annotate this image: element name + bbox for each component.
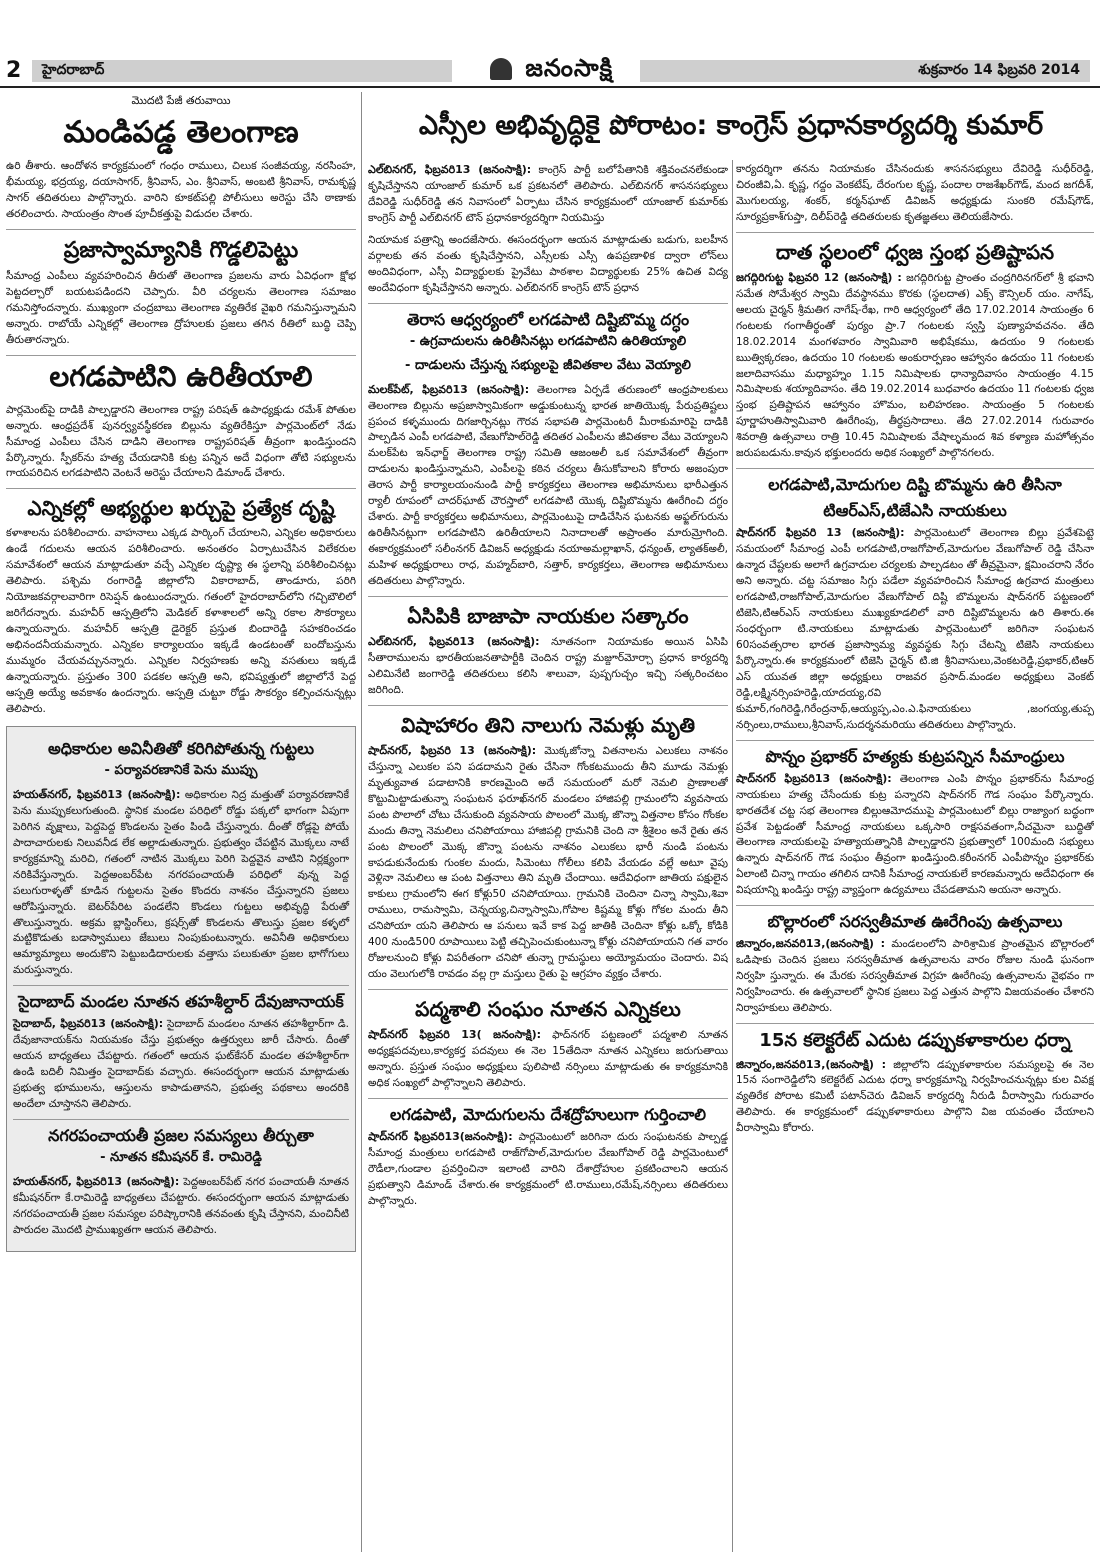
article-body: కళాశాలను పరిశీలించారు. వాహనాలు ఎక్కడ పార్కింగ్ చేయాలని, ఎన్నికల అధికారులు ఉండే గదులను ఆయన పరిశీలించారు. అనంతరం ఏర్పాటుచేసిన విలేకరుల సమావేశంలో ఆయన మాట్లాడుతూ వచ్చే ఎన్నికల దృష్ట్యా ఈ స్థలాన్ని పరిశీలించినట్లు తెలిపారు. పశ్చిమ రంగారెడ్డి జిల్లాలోని వికారాబాద్, తాండూరు, పరిగి నియోజకవర్గాలవారిగా రిసెప్షన్ ఉంటుందన్నారు. గతంలో హైదరాబాద్‌లోని గచ్చిబౌలిలో జరిగేదన్నారు. మహవీర్ ఆస్పత్రిలోని మెడికల్ కళాశాలలో అన్ని రకాల సౌకర్యాలు ఉన్నాయన్నారు. మహవీర్ ఆస్పత్రి డైరెక్టర్ ప్రస్తుత బిందారెడ్డి సహకరించడం అభినందనీయమన్నారు. ఎన్నికల కార్యాలయం ఇక్కడే ఉండటంతో బందోబస్తును ముమ్మరం చేయవచ్చునన్నారు. ఎన్నికల నిర్వహణకు అన్ని వసతులు ఇక్కడే ఉన్నాయన్నారు. ప్రస్తుతం 300 పడకల ఆస్పత్రి అని, భవిష్యత్తులో జిల్లాలోనే పెద్ద ఆస్పత్రి అయ్యే అవకాశం ఉందన్నారు. ఆస్పత్రి చుట్టూ రోడ్డు సౌకర్యం కల్పించనున్నట్లు తెలిపారు. (6, 527, 356, 715)
section-divider (736, 740, 1094, 741)
article-text: జగద్గిరిగుట్ట ప్రాంతం చంద్రగిరినగర్‌లో శ్రీ భవాని సమేత సోమేశ్వర స్వామి దేవస్థానము కొరకు (స్థలదాత) ఎక్స్ కౌన్సిలర్ యం. నాగేష్, ఆలయ చైర్మన్ శ్రీమతిగ నాగేష్-రేఖ, గారి ఆధ్వర్యంలో తేది 17.02.2014 సాయంత్రం 6 గంటలకు గంగాతీర్థంతో పుర్యం ప్రా.7 గంటలకు స్వస్తి పుణ్యాహవచనం. తేది 18.02.2014 మంగళవారం స్వామివారి అభిషేకము, ఉదయం 9 గంటలకు ఋత్విక్కరణం, ఉదయం 10 గంటలకు అంకురార్పణం ఆహ్వానం ఉదయం 11 గంటలకు జలాదివాసము మధ్యాహ్నం 1.15 నిమిషాలకు ధాన్యాదివాసం సాయంత్రం 4.15 నిమిషాలకు శయ్యాదివాసం. తేది 19.02.2014 బుధవారం ఉదయం 11 గంటలకు ధ్వజ స్తంభ ప్రతిష్టాపన ఆహ్వానం హొమం, బలిహరణం. సాయంత్రం 5 గంటలకు పూర్ణాహుతిస్వామివారి ఊరేగింపు, తీర్థప్రసాదాలు. తేది 27.02.2014 గురువారం శివరాత్రి ఉత్సవాలు రాత్రి 10.45 నిమిషాలకు వేషాల్ళమంద శివ కళ్యాణ మహోత్సవం జరుపబడును.కావున భక్తులందరు అధిక సంఖ్యలో పాల్గొనగలరు. (736, 271, 1094, 460)
section-divider (368, 596, 728, 597)
section-divider (368, 1098, 728, 1099)
city-label: హైదరాబాద్ (32, 60, 452, 82)
dateline: మలక్‌పేట్, ఫిబ్రవరి13 (జనంసాక్షి): (368, 382, 530, 396)
headline-commissioner: నగరపంచాయతీ ప్రజల సమస్యలు తీర్చుతా (48, 1126, 314, 1146)
headline-dharna: 15న కలెక్టరేట్ ఎదుట డప్పుకళాకారుల ధర్నా (759, 1030, 1071, 1052)
subheadline: - దాడులను చేస్తున్న సభ్యులపై జీవితకాల వేటు వెయ్యాలి (405, 357, 691, 373)
section-divider (6, 229, 356, 230)
boxed-section (6, 726, 356, 1252)
dateline: షాద్‌నగర్, ఫిబ్రవరి 13 (జనంసాక్షి): (368, 743, 537, 757)
article-text: మొక్కజోన్నా వితనాలను ఎలుకలు నాశనం చేస్తున్నా ఎలుకల పని పడదామని రైతు చేసినా గోంకటముందు తీని మూడు నెమళ్లు మృత్యువాత పడాటానికి కారణమైంది అదే సమయంలో మరో నెమలి ప్రాణాలతో కొట్టుమిట్టాడుతున్నా సంఘటన ఫరూఖ్‌నగర్ మండలం హాజిపల్లి గ్రామంలోని వ్యవసాయ పంట పొలాలో చోటు చేసుకుంది వ్యవసాయ పొలంలో మొక్క జొన్నా విత్తనాల కోసం గోంకల మందు తిన్నా నెమలిలు చనిపోయాయి హాజిపల్లి గ్రామనికి చెంది నా శ్రీశైలం అనే రైతు తన పంట పొలంలో మొక్క జొన్నా పంటను నాశనం ఎలుకలు భారీ నుండి పంటను కాపడుకునేందుకు గుంకల మందు, సిమెంటు గోలీలు కలిపి వేయడం వల్లే అటూ వైపు వెళ్లినా నెమలిలు ఆ పంట విత్తనాలు తిని మృతి చేందాయి. ఆదేవిధంగా జాతియ పక్షులైన కాకులు గ్రామంలోని ఈగ కోళ్లు50 చనిపోయాయి. గ్రామనికి చెందినా చిన్నా స్వామి,శివా రాములు, రామస్వామి, చెన్నయ్య,చిన్నాస్వామి,గోపాల కిష్టమ్మ కోళ్లు గోకల మందు తీని చనిపోయా యని తెలిపారు ఆ పనులు ఇవే కాక పెద్ద జాతికి చెందినా కోళ్లు ఒక్కో కోడికి 400 నుండి500 రూపాయిలు పెట్టి తచ్చిపెంచుకుంటున్నా కోళ్లు చనిపోయాయని గత వారం రోజులనుంచి కోళ్లు విపరీతంగా చనిపో తున్నా గ్రామస్థులు అయ్యోమయం చెందారు. విష యం వెలుగులోకి రావడం వల్ల గ్రా మస్తులు రైతు పై ఆగ్రహం వ్యక్తం చేశారు. (368, 744, 728, 981)
column-divider (361, 92, 362, 1552)
column-right (736, 162, 1094, 1552)
article-body (736, 270, 1094, 462)
article-body: ఉరి తీశారు. ఆందోళన కార్యక్రమంలో గంధం రాములు, చిలుక సంజీవయ్య, నరసింహ, భీమయ్య, భద్రయ్య, దయాసాగర్, శ్రీనివాస్, ఎం. శ్రీనివాస్, అంబటి శ్రీనివాస్, రామకృష్ణ సాగర్ తదితరులు పాల్గొన్నారు. వారిని కూకట్‌పల్లి పోలీసులు అరెస్టు చేసి ఠాణాకు తరలించారు. సాయంత్రం సొంత పూచీకత్తుపై విడుదల చేశారు. (6, 160, 356, 220)
headline-ponnam-plot: పొన్నం ప్రభాకర్ హత్యకు కుట్రపన్నిన సీమాంధ్రులు (765, 746, 1065, 766)
headline-sc-development: ఎస్సీల అభివృద్ధికై పోరాటం: కాంగ్రెస్ ప్రధానకార్యదర్శి కుమార్ (418, 110, 1044, 141)
logo-emblem-icon (490, 58, 512, 80)
column-left (6, 92, 356, 1552)
headline-peacocks: విషాహారం తిని నాలుగు నెమళ్లు మృతి (400, 712, 695, 737)
article-body: కార్యదర్శిగా తనను నియామకం చేసినందుకు శాసనసభ్యులు దేవిరెడ్డి సుధీర్‌రెడ్డి, చిరంజీవి,ఏ. కృష్ణ, గద్దం వెంకటేష్, దేరంగుల కృష్ణ, పందాల రాజశేఖర్‌గౌడ్, మంద జగదీశ్, మొగులయ్య, శంకర్, కర్మన్‌ఘాట్ డివిజన్ అధ్యక్షుడు సుంకరి రమేష్‌గౌడ్, సూర్యప్రకాశ్‌గుప్తా, దిలీప్‌రెడ్డి తదితరులకు కృతజ్ఞతలు తెలియజేసారు. (736, 163, 1094, 223)
article-body (736, 1057, 1094, 1138)
banner-headline-block (368, 96, 1094, 156)
column-divider (732, 160, 733, 1552)
article-text: ఫాద్‌నగర్ పట్టణంలో పద్మశాలి నూతన అధ్యక్షపదవులు,కార్యకర్త పదవులు ఈ నెల 15తేదినా నూతన ఎన్నికలు జరుగుతాయి అన్నారు. ప్రస్తుత సంఘం అధ్యక్షులు పులిపాటి నర్సింలు మాట్లాడుతు ఈ కార్యక్రమానికి అధిక సంఖ్యలో పాల్గొన్నాలని తెలిపారు. (368, 1029, 728, 1089)
section-divider (736, 905, 1094, 906)
article-text: పార్లమెంటులో తెలంగాణ బిల్లు ప్రవేశపెట్టె సమయంలో సీమాంధ్ర ఎంపీ లగడపాటి,రాజగోపాల్,మోదుగుల వేణుగోపాల్ రెడ్డి చేసినా ఉన్మాద చేష్టలకు అలాగే ఉగ్రవాదుల చర్యలకు పాల్పడటం తో తీవ్రమైనా, క్షమించరాని నేరం అని అన్నారు. చట్ట సమాజం సిగ్గు పడేలా వ్యవహరించిన సీమాంధ్ర ఉగ్రవాద మంత్రులు లగడపాటి,రాజగోపాల్,మోదుగుల వేణుగోపాల్ దిష్టి బొమ్మలను షాద్‌నగర్ పట్టణంలో టిజెసి,టిఆర్‌ఎస్ నాయకులు ముఖ్యకూడలిలో వారి దిష్టిబొమ్మలను ఉరి తిశారు.ఈ సంధర్బంగా టి.నాయకులు మాట్లాడుతు పార్లమెంటులో జరిగినా సంఘటన 60సంవత్సరాల భారత ప్రజాస్వామ్య వ్యవస్థకు సిగ్గు చేటన్ని టిజెసి నాయకులు పేర్కొన్నారు.ఈ కార్యక్రమంలో టిజెసి చైర్మన్ టి.జి శ్రీనివాసులు,వెంకటరెడ్డి,ప్రభాకర్,టిఆర్ ఎస్ యువత జిల్లా అధ్యక్షులు రాజవర ప్రసాద్.మండల అధ్యక్షులు వెంకట్ రెడ్డి,లక్ష్మినర్సింహరెడ్డి,యాదయ్య,రవి కుమార్,గంగిరెడ్డి,గిరేంద్రనాథ్,ఆయ్యప్ప,ఎం.ఎ.ఫినాయకులు ,జంగయ్య,తుప్ప నర్సింలు,రాములు,శ్రీనివాస్,సుదర్శనమరియు తదితరులు పాల్గొన్నారు. (736, 527, 1094, 731)
masthead-rule (0, 86, 1100, 88)
article-text: తెలంగాణ ఎంపి పొన్నం ప్రభాకర్‌ను సీమాంధ్ర నాయకులు హత్య చేసేందుకు కుట్ర పన్నారని షాద్‌నగర్ గౌడ సంఘం పేర్కొన్నారు. భారతదేశ చట్ట సభ తెలంగాణ బిల్లుఆమోదముపై పార్లమెంటులో బిల్లు రాజ్యాంగ బద్ధంగా ప్రవేశ పెట్టడంతో సీమాంధ్ర నాయకులు ఒక్కసారి రాక్షసవతంగా,నీచమైనా బుద్ధితో తెలంగాణ నాయకులపై హత్యాయత్నానికి పాల్పడ్డారని ప్రభుత్వాలో 100మంది సభ్యులు ఉన్నారు షాద్‌నగర్ గౌడ సంఘం తీవ్రంగా ఖండిస్తుంది.కరీంనగర్ ఎంపీపొన్నం ప్రభాకర్‌కు ఏలాంటి చిన్నా గాయం తగిలిన దానికి సీమాంధ్ర నాయకులే కారణమన్నారు అదేవిధంగా ఈ విషయాన్ని ఖండిస్తు రాష్ట్ర వ్యాప్తంగా ఉద్యమాలు చేపడతామని అయనా అన్నారు. (736, 772, 1094, 897)
headline-flag-pole: దాత స్థలంలో ధ్వజ స్తంభ ప్రతిష్టాపన (775, 239, 1055, 264)
article-body (736, 525, 1094, 733)
headline-effigy-hanging-line2: టిఆర్‌ఎస్,టిజేఎసి నాయకులు (823, 501, 1007, 521)
article-body: పార్లమెంట్‌పై దాడికి పాల్పడ్డారని తెలంగాణ రాష్ట్ర పరిషత్ ఉపాధ్యక్షుడు రమేశ్ పోతుల అన్నారు. ఆంధ్రప్రదేశ్ పునర్వ్యవస్థీకరణ బిల్లును వ్యతిరేకిస్తూ పార్లమెంట్‌లో నేడు సీమాంధ్ర ఎంపీలు చేసిన దాడిని తెలంగాణ రాష్ట్రపరిషత్ తీవ్రంగా ఖండిస్తుందని పేర్కొన్నారు. స్పీకర్‌ను హత్య చేయడానికి కుట్ర పన్నిన అదే విధంగా తోటి సభ్యులను గాయపరిచిన లగడపాటిని వెంటనే అరెస్టు చేయాలని డిమాండ్ చేశారు. (6, 403, 356, 480)
section-divider (13, 985, 349, 986)
article-body (736, 936, 1094, 1017)
section-divider (6, 355, 356, 356)
issue-date: శుక్రవారం 14 ఫిబ్రవరి 2014 (640, 60, 1090, 82)
section-divider (13, 1119, 349, 1120)
article-body (368, 1129, 728, 1210)
dateline: జిన్నారం,జనవరి13,(జనంసాక్షి) : (736, 1057, 886, 1071)
article-text: పార్లమెంటులో జరిగినా దురు సంఘటనకు పాల్పడ్డ సీమాంధ్ర మంత్రులు లగడపాటి రాజ్‌గోపాల్,మోదుగుల వేణుగోపాల్ రెడ్డి పార్లమెంటులో రౌడీలా,గుండాల ప్రవర్తించినా ఇలాంటి వారిని దేశాద్రోహుల ప్రకటించాలని ఆయన ప్రభుత్వాని డిమాండ్ చేశారు.ఈ కార్యక్రమంలో టి.రాములు,రమేష్,నర్సింలు తదితరులు పాల్గొన్నారు. (368, 1130, 728, 1207)
headline-hills: అధికారుల అవినీతితో కరిగిపోతున్న గుట్టలు (47, 738, 315, 758)
dateline: షాద్‌నగర్ ఫిబ్రవరి13(జనంసాక్షి): (368, 1129, 513, 1143)
dateline: హయత్‌నగర్, ఫిబ్రవరి13 (జనంసాక్షి): (13, 1175, 180, 1189)
section-divider (368, 705, 728, 706)
section-divider (736, 468, 1094, 469)
article-body: నియామక పత్రాన్ని అందజేసారు. ఈసందర్భంగా ఆయన మాట్లాడుతు బడుగు, బలహీన వర్గాలకు తన వంతు కృషిచేస్తానని, ఎస్సీలకు ఎస్సీ ఉపప్రణాళిక ద్వారా లోన్‌లు అందివిధంగా, ఎస్సీ విద్యార్థులకు ప్రైవేటు పాఠశాల విద్యార్థులకు 25% ఉచిత విద్య అందేవిధంగా కృషిచేస్తానని అన్నారు. ఎల్‌బినగర్ కాంగ్రెస్ టౌన్ ప్రధాన (368, 233, 728, 294)
headline-tahsildar: సైదాబాద్ మండల నూతన తహశీల్దార్ దేవుజానాయక్ (18, 992, 344, 1012)
page-number: 2 (6, 58, 22, 83)
headline-acp-felicitation: ఏసిపికి బాజాపా నాయకుల సత్కారం (407, 604, 689, 629)
article-body (368, 382, 728, 590)
dateline: హయత్‌నగర్, ఫిబ్రవరి13 (జనంసాక్షి): (13, 787, 181, 801)
headline-effigy-burning: తెరాస ఆధ్వర్యంలో లగడపాటి దిష్టిబొమ్మ దగ్ధం (406, 309, 690, 329)
article-body (13, 1174, 349, 1239)
subheadline: - పర్యావరణానికే పెను ముప్పు (104, 762, 258, 778)
headline-traitors: లగడపాటి, మోదుగులను దేశద్రోహులుగా గుర్తించాలి (390, 1104, 706, 1124)
article-text: కాంగ్రెస్ పార్టీ బలోపేతానికి శక్తివంచనలేకుండా కృషిచేస్తానని యాంజాల్ కుమార్ ఒక ప్రకటనలో తెలిపారు. ఎల్‌బినగర్ శాసనసభ్యులు దేవిరెడ్డి సుధీర్‌రెడ్డి తన నివాసంలో ఏర్పాటు చేసిన కార్యక్రమంలో యాంజాల్ కుమార్‌కు కాంగ్రెస్ పార్టీ ఎల్‌బినగర్ టౌన్ ప్రధానకార్యదర్శిగా నియమిస్తు (368, 164, 728, 224)
article-body (368, 634, 728, 699)
headline-democracy: ప్రజాస్వామ్యానికి గొడ్డలిపెట్టు (63, 237, 299, 263)
article-text: మండలంలోని పారిశ్రామిక ప్రాంతమైన బొల్లారంలో ఒడిషాకు చెందిన ప్రజలు సరస్వతీమాత ఉత్సవాలను వారం రోజుల నుండి ఘనంగా నిర్వహి స్తున్నారు. ఈ మేరకు సరస్వతీమాత విగ్రహ ఊరేగింపు ఉత్సవాలను వైభవం గా నిర్వహించారు. ఈ ఉత్సవాలలో స్థానిక ప్రజలు పెద్ద ఎత్తున పాల్గొని విజయవంతం చేశారని నిర్వాహకులు తెలిపారు. (736, 938, 1094, 1015)
dateline: సైదాబాద్, ఫిబ్రవరి13 (జనంసాక్షి): (13, 1017, 164, 1031)
article-text: జిల్లాలోని డప్పుకళాకారుల సమస్యలపై ఈ నెల 15న సంగారెడ్డిలోని కలెక్టరేట్ ఎదుట ధర్నా కార్యక్రమాన్ని నిర్వహించనున్నట్లు కుల వివక్ష వ్యతిరేక పోరాట కమిటీ పటాన్‌చెరు డివిజన్ కార్యదర్శి నీరుడి వీరాస్వామి గురువారం తెలిపారు. ఈ కార్యక్రమంలో డప్పుకళాకారులు పాల్గొని విజ యవంతం చేయాలని వీరాస్వామి కోరారు. (736, 1058, 1094, 1135)
article-body (13, 1016, 349, 1113)
dateline: జిన్నారం,జనవరి13,(జనంసాక్షి) : (736, 937, 886, 951)
section-divider (736, 232, 1094, 233)
article-body (368, 743, 728, 983)
headline-effigy-hanging: లగడపాటి,మోదుగుల దిష్టి బొమ్మను ఉరి తీసినా (768, 475, 1062, 495)
dateline: జగద్గిరిగుట్ట ఫిబ్రవరి 12 (జనంసాక్షి) : (736, 270, 902, 284)
newspaper-logo (490, 54, 613, 88)
article-body (368, 1027, 728, 1092)
dateline: ఎల్‌బినగర్, ఫిబ్రవరి13 (జనంసాక్షి): (368, 163, 532, 176)
dateline: షాద్‌నగర్ ఫిబ్రవరి 13( జనంసాక్షి): (368, 1028, 542, 1042)
subheadline: - నూతన కమీషనర్ కే. రామిరెడ్డి (100, 1150, 262, 1166)
continued-kicker: మొదటి పేజీ తరువాయి (131, 94, 231, 107)
logo-text: జనంసాక్షి (525, 54, 614, 82)
article-text: తెలంగాణ ఏర్పడే తరుణంలో ఆంధ్రపాలకులు తెలంగాణ బిల్లును అప్రజాస్వామికంగా అడ్డుకుంటున్న భారత జాతియొక్క పేరుప్రతిష్టలు ప్రపంచ కళ్ళముందు దిగజార్చినట్లు గౌరవ సభాపతి పార్లమెంటరీ మీరాకుమారిపై దాడికి పాల్పడిన ఎంపీ లగడపాటి, వేణుగోపాల్‌రెడ్డి తదితర ఎంపీలను జీవితకాల వేటు వెయ్యాలని మలక్‌పేట ఇన్‌ఛార్జ్ తెలంగాణ రాష్ట్ర సమితి ఆజంఅలీ ఒక సమావేశంలో తీవ్రంగా దాడులను ఖండిస్తున్నామని, ఎంపీలపై కఠిన చర్యలు తీసుకోవాలని కోరారు అజంపురా తెరాస పార్టీ కార్యాలయంనుండి పార్టీ కార్యకర్తలు తెలంగాణ అభిమానులు భారీఎత్తున ర్యాలీ రూపంలో చాదర్‌ఘాట్ చౌరస్తాలో లగడపాటి యొక్క దిష్టిబొమ్మను ఊరేగించి దగ్ధం చేశారు. పార్టీ కార్యకర్తలు అభిమానులు, పార్లమెంటుపై దాడిచేసిన ఘటనకు అఫ్జల్‌గురును ఉరితీసినట్లుగా లగడపాటిని ఉరితీయాలని నినాదాలతో అప్రాంతం మారుమ్రోగింది. ఈకార్యక్రమంలో సలీంనగర్ డివిజన్ అధ్యక్షుడు నయాఅమల్లాఖాన్, ధన్యంత్, ల్యాతక్‌అలీ, మహిళ అధ్యక్షురాలు రాధ, మహ్మద్‌బారి, సత్తార్, కార్యకర్తలు, తెలంగాణ అభిమానులు తదితరులు పాల్గొన్నారు. (368, 383, 728, 588)
article-text: సైదాబాద్ మండలం నూతన తహశీల్దార్‌గా డి. దేవుజానాయక్‌ను నియమకం చేస్తు ప్రభుత్వం ఉత్తర్వులు జారీ చేసారు. దీంతో ఆయన బాధ్యతలు చేపట్టారు. గతంలో ఆయన ఘట్‌కేసర్ మండల తహశీల్దార్‌గా ఉండి బదిలీ నిమిత్తం సైదాబాద్‌కు వచ్చారు. ఈసందర్భంగా ఆయన మాట్లాడుతు ప్రభుత్వ భూములను, ఆస్తులను కాపాడుతానని, ప్రభుత్వ పథకాలు అందరికి అందేలా చూస్తానని తెలిపారు. (13, 1018, 349, 1111)
dateline: షాద్‌నగర్ ఫిబ్రవరి13 (జనంసాక్షి): (736, 771, 892, 785)
article-body (736, 771, 1094, 900)
section-divider (736, 1023, 1094, 1024)
headline-padmashali-elections: పద్మశాలి సంఘం నూతన ఎన్నికలు (415, 997, 681, 1022)
article-text: అధికారుల నిద్ర మత్తుతో పర్యావరణానికే పెను ముప్పుకలుగుతుంది. స్థానిక మండల పరిధిలో రోడ్డు పక్కలో భాగంగా ఏపుగా పెరిగిన వృక్షాలు, పెద్దపెద్ద కొండలను సైతం పిండి చేస్తున్నారు. దీంతో రోడ్లపై పోయే పాదాచారులకు నిలువనీడ లేక అల్లాడుతున్నారు. ప్రభుత్వం చేపట్టిన మొక్కలు నాటే కార్యక్రమాన్ని మరిచి, గతంలో నాటిన మొక్కలు పెరిగి పెద్దవైన వాటిని నిర్లక్ష్యంగా నరికివేస్తున్నారు. పెద్దఅంబర్‌పేట నగరపంచాయతీ పరిధిలో వున్న పెద్ద పలుగురాళ్ళతో కూడిన గుట్టలను సైతం కొందరు నాశనం చేస్తున్నారని ప్రజలు ఆరోపిస్తున్నారు. బెటర్‌పేరిట పండలేని కొండలు గుట్టలు అభివృద్ధి పేరుతో తొలుస్తున్నారు. అక్రమ బ్లాస్టింగ్‌లు, క్రషర్స్‌తో కొండలను తొలుస్తు ప్రజల కళ్ళలో మట్టికొడుతు బడాస్వాములు జేబులు నింపుకుంటున్నారు. అవినీతి అధికారులు ఆమ్యామ్యాలు అందుకొని పెట్టుబడిదారులకు వత్తాసు పలుకుతూ ప్రజల భాగోగులు మరుస్తున్నారు. (13, 788, 349, 977)
dateline: షాద్‌నగర్ ఫిబ్రవరి 13 (జనంసాక్షి): (736, 526, 905, 540)
headline-saraswati-procession: బొల్లారంలో సరస్వతీమాత ఊరేగింపు ఉత్సవాలు (767, 912, 1063, 932)
headline-election-expenses: ఎన్నికల్లో అభ్యర్థుల ఖర్చుపై ప్రత్యేక దృష్టి (27, 496, 335, 521)
article-text: నూతనంగా నియామకం అయిన ఏసిపి సీతారాములను భారతీయజనతాపార్టీకి చెందిన రాష్ట్ర మజ్దూర్‌మోర్చా ప్రధాన కార్యదర్శి ఎలిమినేటి జంగారెడ్డి తదితరులు కలిసి శాలువా, పుష్పగుచ్చం ఇచ్చి సత్కరించటం జరిగింది. (368, 636, 728, 696)
section-divider (368, 989, 728, 990)
article-text: పెద్దఅంబర్‌పేట్ నగర పంచాయతీ నూతన కమీషనర్‌గా కే.రామిరెడ్డి బాధ్యతలు చేపట్టారు. ఈసందర్భంగా ఆయన మాట్లాడుతు నగరపంచాయతీ ప్రజల సమస్యల పరిష్కారానికి తనవంతు కృషి చేస్తానని, మంచినీటి పారుదల మొదటి ప్రాముఖ్యతగా ఆయన తెలిపారు. (13, 1176, 349, 1236)
subheadline: - ఉగ్రవాదులను ఉరితీసినట్లు లగడపాటిని ఉరితియ్యాలి (409, 333, 687, 349)
section-divider (368, 303, 728, 304)
dateline: ఎల్‌బినగర్, ఫిబ్రవరి13 (జనంసాక్షి): (368, 635, 540, 649)
article-body: సీమాంధ్ర ఎంపీలు వ్యవహరించిన తీరుతో తెలంగాణ ప్రజలను వారు ఏవిధంగా క్షోభ పెట్టదల్చారో బయటపడిందని చెప్పారు. వీరి చర్యలను తెలంగాణ సమాజం గమనిస్తోందన్నారు. ముఖ్యంగా చంద్రబాబు తెలంగాణ వ్యతిరేక వైఖరి గమనిస్తున్నామని అన్నారు. రాబోయే ఎన్నికల్లో తెలంగాణ ద్రోహులకు ప్రజలు తగిన రీతిలో బుద్ధి చెప్పి తీరుతారన్నారు. (6, 270, 356, 346)
article-body (13, 787, 349, 979)
masthead (0, 0, 1100, 86)
headline-lagadapati: లగడపాటిని ఉరితీయాలి (49, 359, 313, 393)
headline-telangana-outrage: మండిపడ్డ తెలంగాణ (63, 115, 299, 150)
article-body (368, 162, 728, 227)
section-divider (6, 488, 356, 489)
column-middle (368, 162, 728, 1552)
